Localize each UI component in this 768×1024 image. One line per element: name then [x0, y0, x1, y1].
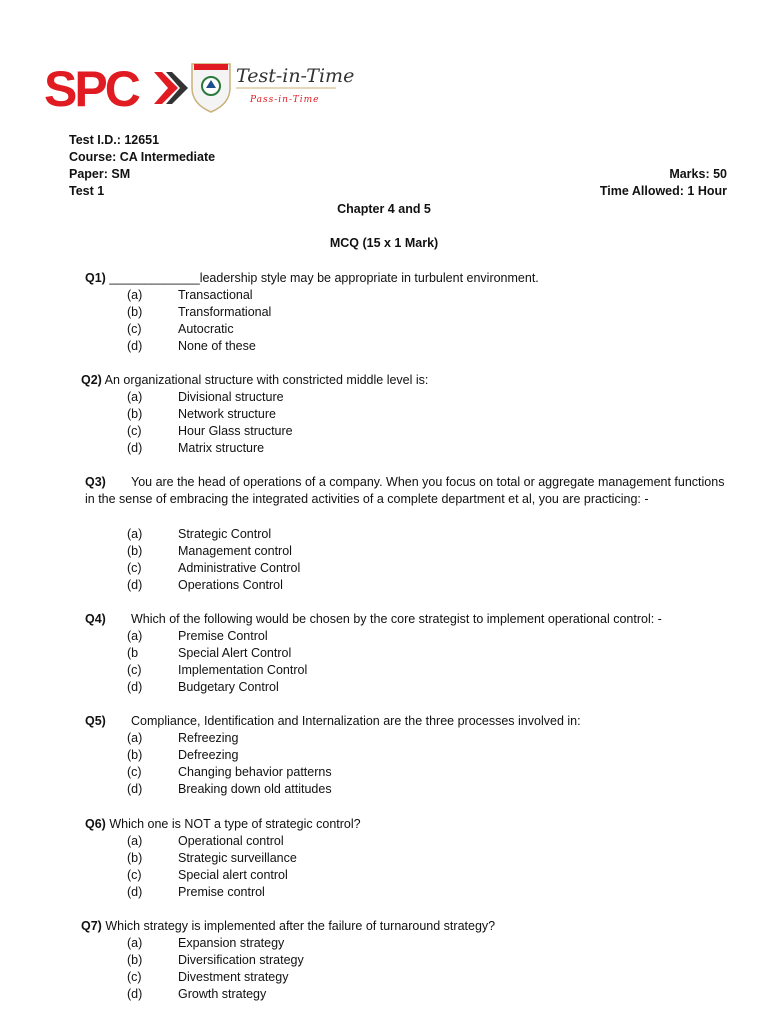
question-text: Which strategy is implemented after the failure of turnaround strategy? — [101, 919, 496, 933]
option-list — [127, 628, 307, 696]
question — [81, 918, 731, 935]
option: (d) None of these — [127, 339, 256, 354]
brand-tagline: Pass-in-Time — [250, 95, 320, 105]
option: (c) Hour Glass structure — [127, 424, 293, 439]
option: (a) Transactional — [127, 288, 253, 302]
question — [85, 270, 735, 287]
option: (b Special Alert Control — [127, 646, 292, 661]
spc-logo — [44, 60, 190, 116]
option: (d) Premise control — [127, 885, 265, 900]
option: (a) Refreezing — [127, 731, 239, 745]
time-allowed: Time Allowed: 1 Hour — [599, 184, 727, 198]
question — [85, 816, 735, 833]
option: (a) Expansion strategy — [127, 936, 285, 950]
option: (d) Operations Control — [127, 578, 283, 593]
course: Course: CA Intermediate — [69, 150, 216, 164]
option: (c) Special alert control — [127, 868, 288, 883]
option: (c) Autocratic — [127, 322, 234, 337]
brand-name: Test-in-Time — [236, 65, 355, 87]
option: (a) Premise Control — [127, 629, 268, 643]
option: (b) Network structure — [127, 407, 276, 422]
section-heading: MCQ (15 x 1 Mark) — [329, 236, 439, 250]
test-id: Test I.D.: 12651 — [69, 133, 160, 147]
option: (c) Administrative Control — [127, 561, 301, 576]
question-text: You are the head of operations of a company. When you focus on total or aggregate management functions in the sense of embracing the integrated activities of a complete department et al, you are practicing: - — [85, 475, 725, 506]
option: (d) Matrix structure — [127, 441, 265, 456]
question-text: _____________leadership style may be appropriate in turbulent environment. — [105, 271, 539, 285]
option-list — [127, 935, 304, 1003]
paper: Paper: SM — [69, 167, 131, 181]
question-number: Q3) — [85, 475, 106, 489]
question — [85, 713, 735, 730]
question-number: Q2) — [81, 373, 102, 387]
question-number: Q4) — [85, 612, 106, 626]
question — [81, 372, 731, 389]
option-list — [127, 833, 297, 901]
header-left — [69, 132, 215, 200]
option: (b) Diversification strategy — [127, 953, 304, 968]
question-text: Compliance, Identification and Internalization are the three processes involved in: — [131, 714, 581, 728]
chapter-heading: Chapter 4 and 5 — [337, 202, 431, 216]
question-number: Q1) — [85, 271, 106, 285]
question — [85, 611, 735, 628]
question-text: Which of the following would be chosen by the core strategist to implement operational control: - — [131, 612, 662, 626]
question-number: Q6) — [85, 817, 106, 831]
option: (b) Management control — [127, 544, 292, 559]
option-list — [127, 730, 332, 798]
option: (b) Defreezing — [127, 748, 239, 763]
test-in-time-logo — [190, 58, 355, 114]
option: (d) Budgetary Control — [127, 680, 279, 695]
option: (a) Strategic Control — [127, 527, 272, 541]
option: (c) Implementation Control — [127, 663, 308, 678]
question-number: Q5) — [85, 714, 106, 728]
option: (b) Transformational — [127, 305, 272, 320]
marks: Marks: 50 — [669, 167, 727, 181]
spc-logo-text: SPC — [44, 61, 138, 117]
header-right — [600, 166, 727, 200]
option: (b) Strategic surveillance — [127, 851, 297, 866]
test-number: Test 1 — [69, 184, 105, 198]
question-text: Which one is NOT a type of strategic control? — [105, 817, 361, 831]
option: (d) Breaking down old attitudes — [127, 782, 332, 797]
option: (c) Divestment strategy — [127, 970, 289, 985]
option: (a) Divisional structure — [127, 390, 284, 404]
option: (c) Changing behavior patterns — [127, 765, 332, 780]
option: (a) Operational control — [127, 834, 284, 848]
question — [85, 474, 725, 508]
option-list — [127, 526, 300, 594]
option-list — [127, 389, 293, 457]
question-text: An organizational structure with constricted middle level is: — [101, 373, 429, 387]
option: (d) Growth strategy — [127, 987, 267, 1002]
option-list — [127, 287, 271, 355]
question-number: Q7) — [81, 919, 102, 933]
